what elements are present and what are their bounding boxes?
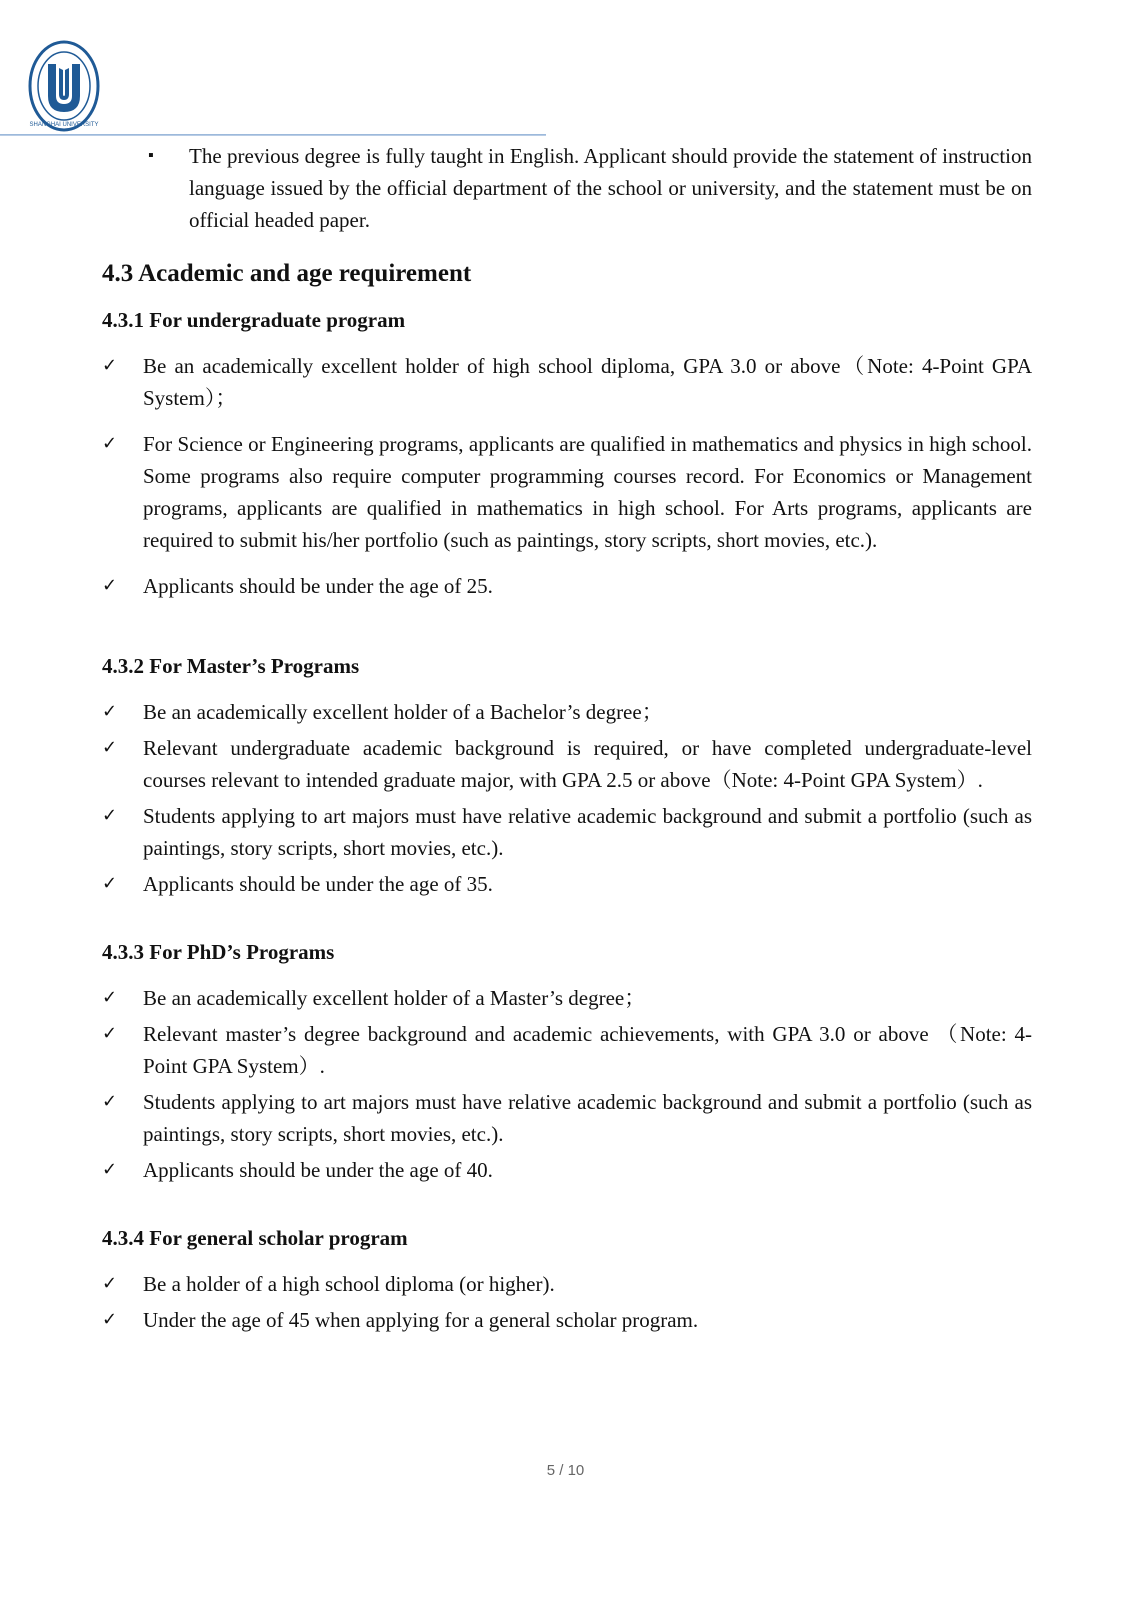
section-title: 4.3 Academic and age requirement [102,260,472,287]
list-item: ✓ Relevant master’s degree background and academic achievements, with GPA 3.0 or above （Note: 4-Point GPA System）. [102,1018,1032,1082]
phd-requirements-list [102,982,1032,1186]
list-item: ✓ Be an academically excellent holder of a Master’s degree； [102,982,1032,1014]
masters-requirements-list [102,696,1032,900]
list-item: ✓ Applicants should be under the age of 25. [102,570,1032,602]
checkmark-icon: ✓ [102,1273,118,1294]
list-item: ✓ Applicants should be under the age of 35. [102,868,1032,900]
subsection-title-masters: 4.3.2 For Master’s Programs [102,654,360,678]
checkmark-icon: ✓ [102,873,118,894]
list-item: ✓ Under the age of 45 when applying for a general scholar program. [102,1304,1032,1336]
checkmark-icon: ✓ [102,575,118,596]
checkmark-icon: ✓ [102,433,118,454]
checkmark-icon: ✓ [102,355,118,376]
subsection-title-general-scholar: 4.3.4 For general scholar program [102,1226,408,1250]
list-item: ✓ Applicants should be under the age of 40. [102,1154,1032,1186]
document-body [102,140,1032,1340]
list-item: ✓ Be an academically excellent holder of high school diploma, GPA 3.0 or above（Note: 4-Point GPA System）； [102,350,1032,414]
checkmark-icon: ✓ [102,1023,118,1044]
list-item: ✓ Be an academically excellent holder of a Bachelor’s degree； [102,696,1032,728]
checkmark-icon: ✓ [102,987,118,1008]
square-bullet-icon: ▪ [148,147,154,164]
checkmark-icon: ✓ [102,1309,118,1330]
list-item: ✓ Be a holder of a high school diploma (or higher). [102,1268,1032,1300]
subsection-title-undergraduate: 4.3.1 For undergraduate program [102,308,406,332]
svg-text:SHANGHAI UNIVERSITY: SHANGHAI UNIVERSITY [29,122,99,128]
checkmark-icon: ✓ [102,737,118,758]
checkmark-icon: ✓ [102,805,118,826]
checkmark-icon: ✓ [102,1091,118,1112]
intro-bullet-text: The previous degree is fully taught in English. Applicant should provide the statement of instruction language issued by the official department of the school or university, and the statement must be on official headed paper. [189,144,1032,232]
page-number: 5 / 10 [546,1462,585,1479]
list-item: ✓ Students applying to art majors must have relative academic background and submit a portfolio (such as paintings, story scripts, short movies, etc.). [102,800,1032,864]
list-item: ✓ Relevant undergraduate academic background is required, or have completed undergraduate-level courses relevant to intended graduate major, with GPA 2.5 or above（Note: 4-Point GPA System）. [102,732,1032,796]
university-logo-icon [28,40,100,132]
list-item: ✓ Students applying to art majors must have relative academic background and submit a portfolio (such as paintings, story scripts, short movies, etc.). [102,1086,1032,1150]
subsection-title-phd: 4.3.3 For PhD’s Programs [102,940,335,964]
undergraduate-requirements-list [102,350,1032,602]
checkmark-icon: ✓ [102,701,118,722]
checkmark-icon: ✓ [102,1159,118,1180]
intro-bullet-item [102,140,1032,236]
header-rule [0,134,546,136]
list-item: ✓ For Science or Engineering programs, applicants are qualified in mathematics and physics in high school. Some programs also require computer programming courses record. For Economics or Management programs, applicants are qualified in mathematics in high school. For Arts programs, applicants are required to submit his/her portfolio (such as paintings, story scripts, short movies, etc.). [102,428,1032,556]
general-scholar-requirements-list [102,1268,1032,1336]
